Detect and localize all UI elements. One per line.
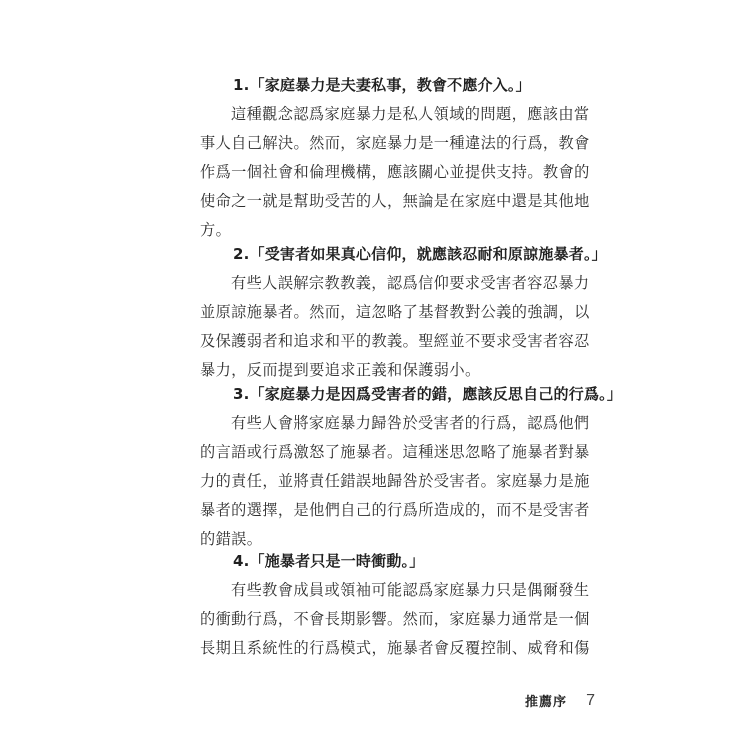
page-footer <box>525 690 595 714</box>
section-1-paragraph <box>200 100 590 245</box>
running-footer-title: 推薦序 <box>525 695 568 710</box>
paragraph-line: 的錯誤。 <box>200 530 263 548</box>
section-1-heading: 1.「家庭暴力是夫妻私事，教會不應介入。」 <box>233 76 531 94</box>
paragraph-line: 有些教會成員或領袖可能認爲家庭暴力只是偶爾發生 <box>231 581 590 599</box>
paragraph-line: 的衝動行爲，不會長期影響。然而，家庭暴力通常是一個 <box>200 610 590 628</box>
paragraph-line: 的言語或行爲激怒了施暴者。這種迷思忽略了施暴者對暴 <box>200 443 590 461</box>
paragraph-line: 並原諒施暴者。然而，這忽略了基督教對公義的強調，以 <box>200 303 590 321</box>
paragraph-line: 力的責任，並將責任錯誤地歸咎於受害者。家庭暴力是施 <box>200 472 590 490</box>
paragraph-line: 暴力，反而提到要追求正義和保護弱小。 <box>200 361 481 379</box>
paragraph-line: 長期且系統性的行爲模式，施暴者會反覆控制、威脅和傷 <box>200 639 590 657</box>
paragraph-line: 這種觀念認爲家庭暴力是私人領域的問題，應該由當 <box>231 105 590 123</box>
paragraph-line: 及保護弱者和追求和平的教義。聖經並不要求受害者容忍 <box>200 332 590 350</box>
page-number: 7 <box>586 691 596 709</box>
section-3-heading: 3.「家庭暴力是因爲受害者的錯，應該反思自己的行爲。」 <box>233 385 623 403</box>
paragraph-line: 事人自己解決。然而，家庭暴力是一種違法的行爲，教會 <box>200 134 590 152</box>
section-3-paragraph <box>200 409 590 554</box>
section-2-paragraph <box>200 269 590 385</box>
section-4-paragraph <box>200 576 590 663</box>
paragraph-line: 作爲一個社會和倫理機構，應該關心並提供支持。教會的 <box>200 163 590 181</box>
paragraph-line: 有些人會將家庭暴力歸咎於受害者的行爲，認爲他們 <box>231 414 590 432</box>
paragraph-line: 暴者的選擇，是他們自己的行爲所造成的，而不是受害者 <box>200 501 590 519</box>
paragraph-line: 使命之一就是幫助受苦的人，無論是在家庭中還是其他地 <box>200 192 590 210</box>
paragraph-line: 方。 <box>200 221 232 239</box>
section-2-heading: 2.「受害者如果真心信仰，就應該忍耐和原諒施暴者。」 <box>233 245 607 263</box>
paragraph-line: 有些人誤解宗教教義，認爲信仰要求受害者容忍暴力 <box>231 274 590 292</box>
section-4-heading: 4.「施暴者只是一時衝動。」 <box>233 552 425 570</box>
